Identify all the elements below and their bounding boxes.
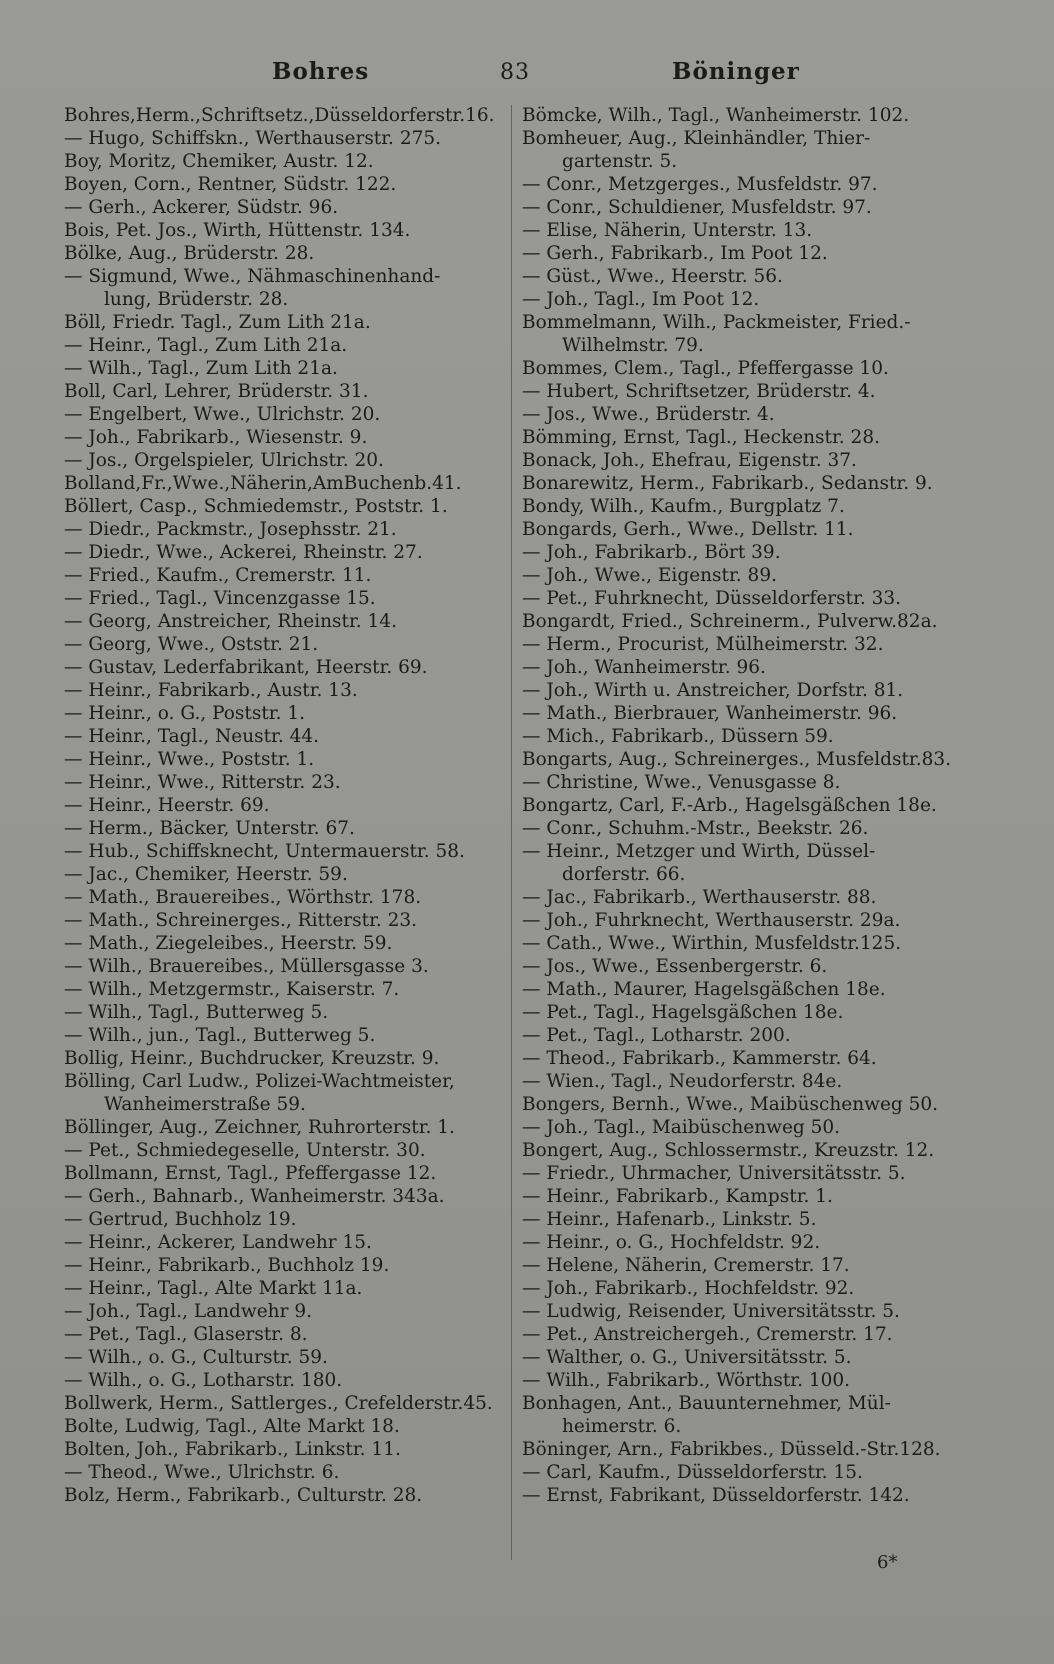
- directory-entry-line: — Wilh., o. G., Lotharstr. 180.: [64, 1370, 343, 1391]
- directory-entry-line: Bölke, Aug., Brüderstr. 28.: [64, 243, 315, 264]
- directory-entry-line: — Conr., Schuhm.-Mstr., Beekstr. 26.: [522, 818, 869, 839]
- left-column: [64, 104, 504, 1507]
- directory-entry-line: Bolten, Joh., Fabrikarb., Linkstr. 11.: [64, 1439, 401, 1460]
- directory-entry-line: — Diedr., Packmstr., Josephsstr. 21.: [64, 519, 397, 540]
- directory-entry-line: lung, Brüderstr. 28.: [104, 289, 289, 310]
- directory-entry-line: — Heinr., Tagl., Zum Lith 21a.: [64, 335, 348, 356]
- directory-entry-line: — Fried., Tagl., Vincenzgasse 15.: [64, 588, 376, 609]
- directory-entry-line: Bomheuer, Aug., Kleinhändler, Thier-: [522, 128, 871, 149]
- directory-entry-line: Bongarts, Aug., Schreinerges., Musfeldstr.83.: [522, 749, 952, 770]
- directory-entry-line: Bonack, Joh., Ehefrau, Eigenstr. 37.: [522, 450, 857, 471]
- directory-entry-line: — Herm., Procurist, Mülheimerstr. 32.: [522, 634, 884, 655]
- directory-entry-line: Bonarewitz, Herm., Fabrikarb., Sedanstr. 9.: [522, 473, 933, 494]
- directory-entry-line: — Hub., Schiffsknecht, Untermauerstr. 58.: [64, 841, 465, 862]
- directory-entry-line: Bongards, Gerh., Wwe., Dellstr. 11.: [522, 519, 854, 540]
- directory-entry-line: — Mich., Fabrikarb., Düssern 59.: [522, 726, 834, 747]
- directory-entry-line: — Carl, Kaufm., Düsseldorferstr. 15.: [522, 1462, 863, 1483]
- directory-entry-line: — Hubert, Schriftsetzer, Brüderstr. 4.: [522, 381, 876, 402]
- signature-mark: 6*: [877, 1552, 898, 1573]
- directory-entry-line: — Gerh., Ackerer, Südstr. 96.: [64, 197, 339, 218]
- directory-entry-line: — Math., Schreinerges., Ritterstr. 23.: [64, 910, 418, 931]
- directory-entry-line: Böninger, Arn., Fabrikbes., Düsseld.-Str.128.: [522, 1439, 941, 1460]
- directory-entry-line: Bollig, Heinr., Buchdrucker, Kreuzstr. 9.: [64, 1048, 440, 1069]
- directory-entry-line: — Pet., Schmiedegeselle, Unterstr. 30.: [64, 1140, 426, 1161]
- directory-entry-line: — Math., Brauereibes., Wörthstr. 178.: [64, 887, 422, 908]
- directory-entry-line: — Jos., Wwe., Brüderstr. 4.: [522, 404, 775, 425]
- directory-entry-line: — Georg, Anstreicher, Rheinstr. 14.: [64, 611, 397, 632]
- running-head-left: Bohres: [272, 58, 370, 85]
- directory-entry-line: — Wilh., Metzgermstr., Kaiserstr. 7.: [64, 979, 400, 1000]
- directory-entry-line: Bohres,Herm.,Schriftsetz.,Düsseldorferstr.16.: [64, 105, 495, 126]
- directory-entry-line: — Joh., Tagl., Maibüschenweg 50.: [522, 1117, 841, 1138]
- directory-entry-line: — Heinr., Tagl., Neustr. 44.: [64, 726, 320, 747]
- directory-entry-line: — Gustav, Lederfabrikant, Heerstr. 69.: [64, 657, 428, 678]
- directory-entry-line: Böllinger, Aug., Zeichner, Ruhrorterstr. 1.: [64, 1117, 455, 1138]
- directory-entry-line: — Heinr., Hafenarb., Linkstr. 5.: [522, 1209, 817, 1230]
- directory-entry-line: — Friedr., Uhrmacher, Universitätsstr. 5.: [522, 1163, 906, 1184]
- directory-entry-line: — Wilh., Fabrikarb., Wörthstr. 100.: [522, 1370, 851, 1391]
- directory-entry-line: — Pet., Anstreichergeh., Cremerstr. 17.: [522, 1324, 893, 1345]
- directory-entry-line: Bondy, Wilh., Kaufm., Burgplatz 7.: [522, 496, 845, 517]
- directory-entry-line: dorferstr. 66.: [562, 864, 686, 885]
- directory-entry-line: — Jos., Wwe., Essenbergerstr. 6.: [522, 956, 828, 977]
- directory-entry-line: Bongardt, Fried., Schreinerm., Pulverw.82a.: [522, 611, 938, 632]
- directory-entry-line: — Sigmund, Wwe., Nähmaschinenhand-: [64, 266, 441, 287]
- directory-entry-line: — Diedr., Wwe., Ackerei, Rheinstr. 27.: [64, 542, 423, 563]
- directory-entry-line: — Herm., Bäcker, Unterstr. 67.: [64, 818, 355, 839]
- directory-entry-line: — Pet., Tagl., Glaserstr. 8.: [64, 1324, 308, 1345]
- directory-entry-line: Bonhagen, Ant., Bauunternehmer, Mül-: [522, 1393, 891, 1414]
- directory-entry-line: — Walther, o. G., Universitätsstr. 5.: [522, 1347, 852, 1368]
- directory-entry-line: Bommes, Clem., Tagl., Pfeffergasse 10.: [522, 358, 889, 379]
- directory-entry-line: Böll, Friedr. Tagl., Zum Lith 21a.: [64, 312, 371, 333]
- directory-entry-line: Bolland,Fr.,Wwe.,Näherin,AmBuchenb.41.: [64, 473, 462, 494]
- directory-entry-line: — Heinr., Wwe., Poststr. 1.: [64, 749, 315, 770]
- directory-entry-line: — Jos., Orgelspieler, Ulrichstr. 20.: [64, 450, 384, 471]
- directory-entry-line: — Heinr., o. G., Poststr. 1.: [64, 703, 305, 724]
- directory-entry-line: — Wien., Tagl., Neudorferstr. 84e.: [522, 1071, 843, 1092]
- directory-entry-line: Bois, Pet. Jos., Wirth, Hüttenstr. 134.: [64, 220, 411, 241]
- directory-entry-line: gartenstr. 5.: [562, 151, 678, 172]
- directory-entry-line: — Engelbert, Wwe., Ulrichstr. 20.: [64, 404, 381, 425]
- directory-entry-line: — Pet., Fuhrknecht, Düsseldorferstr. 33.: [522, 588, 902, 609]
- directory-entry-line: — Joh., Fuhrknecht, Werthauserstr. 29a.: [522, 910, 901, 931]
- directory-entry-line: — Joh., Fabrikarb., Hochfeldstr. 92.: [522, 1278, 855, 1299]
- directory-entry-line: — Hugo, Schiffskn., Werthauserstr. 275.: [64, 128, 442, 149]
- directory-entry-line: — Georg, Wwe., Oststr. 21.: [64, 634, 319, 655]
- directory-entry-line: — Pet., Tagl., Hagelsgäßchen 18e.: [522, 1002, 844, 1023]
- directory-entry-line: — Joh., Fabrikarb., Wiesenstr. 9.: [64, 427, 368, 448]
- directory-entry-line: Böllert, Casp., Schmiedemstr., Poststr. 1.: [64, 496, 448, 517]
- directory-entry-line: — Gerh., Bahnarb., Wanheimerstr. 343a.: [64, 1186, 445, 1207]
- directory-entry-line: — Ludwig, Reisender, Universitätsstr. 5.: [522, 1301, 900, 1322]
- directory-entry-line: — Gertrud, Buchholz 19.: [64, 1209, 297, 1230]
- right-column: [522, 104, 992, 1507]
- directory-entry-line: — Joh., Wanheimerstr. 96.: [522, 657, 766, 678]
- directory-entry-line: — Güst., Wwe., Heerstr. 56.: [522, 266, 783, 287]
- directory-entry-line: — Theod., Wwe., Ulrichstr. 6.: [64, 1462, 340, 1483]
- directory-entry-line: — Math., Maurer, Hagelsgäßchen 18e.: [522, 979, 886, 1000]
- directory-entry-line: Bolz, Herm., Fabrikarb., Culturstr. 28.: [64, 1485, 423, 1506]
- directory-entry-line: — Conr., Metzgerges., Musfeldstr. 97.: [522, 174, 878, 195]
- directory-entry-line: — Joh., Fabrikarb., Bört 39.: [522, 542, 781, 563]
- directory-entry-line: — Conr., Schuldiener, Musfeldstr. 97.: [522, 197, 872, 218]
- column-divider: [511, 105, 512, 1560]
- directory-entry-line: Bollwerk, Herm., Sattlerges., Crefelderstr.45.: [64, 1393, 493, 1414]
- directory-entry-line: — Wilh., Tagl., Zum Lith 21a.: [64, 358, 338, 379]
- directory-entry-line: — Heinr., Heerstr. 69.: [64, 795, 270, 816]
- directory-entry-line: — Math., Bierbrauer, Wanheimerstr. 96.: [522, 703, 898, 724]
- directory-entry-line: — Jac., Fabrikarb., Werthauserstr. 88.: [522, 887, 877, 908]
- directory-entry-line: — Heinr., Metzger und Wirth, Düssel-: [522, 841, 876, 862]
- directory-entry-line: — Theod., Fabrikarb., Kammerstr. 64.: [522, 1048, 877, 1069]
- directory-entry-line: — Wilh., jun., Tagl., Butterweg 5.: [64, 1025, 376, 1046]
- running-head-right: Böninger: [672, 58, 800, 85]
- directory-entry-line: Bongers, Bernh., Wwe., Maibüschenweg 50.: [522, 1094, 939, 1115]
- directory-entry-line: Wilhelmstr. 79.: [562, 335, 704, 356]
- directory-entry-line: — Heinr., Ackerer, Landwehr 15.: [64, 1232, 372, 1253]
- directory-entry-line: — Joh., Wirth u. Anstreicher, Dorfstr. 81.: [522, 680, 904, 701]
- directory-entry-line: — Heinr., Fabrikarb., Austr. 13.: [64, 680, 358, 701]
- directory-entry-line: — Math., Ziegeleibes., Heerstr. 59.: [64, 933, 393, 954]
- directory-entry-line: — Jac., Chemiker, Heerstr. 59.: [64, 864, 348, 885]
- directory-entry-line: — Heinr., o. G., Hochfeldstr. 92.: [522, 1232, 821, 1253]
- directory-entry-line: — Joh., Wwe., Eigenstr. 89.: [522, 565, 777, 586]
- page-number: 83: [500, 60, 530, 85]
- directory-entry-line: — Heinr., Wwe., Ritterstr. 23.: [64, 772, 341, 793]
- directory-entry-line: Bommelmann, Wilh., Packmeister, Fried.-: [522, 312, 911, 333]
- directory-entry-line: — Cath., Wwe., Wirthin, Musfeldstr.125.: [522, 933, 902, 954]
- directory-entry-line: — Wilh., Tagl., Butterweg 5.: [64, 1002, 329, 1023]
- directory-entry-line: — Joh., Tagl., Landwehr 9.: [64, 1301, 312, 1322]
- directory-entry-line: Wanheimerstraße 59.: [104, 1094, 306, 1115]
- directory-entry-line: — Pet., Tagl., Lotharstr. 200.: [522, 1025, 791, 1046]
- directory-entry-line: — Heinr., Tagl., Alte Markt 11a.: [64, 1278, 363, 1299]
- directory-entry-line: Boyen, Corn., Rentner, Südstr. 122.: [64, 174, 397, 195]
- directory-entry-line: — Elise, Näherin, Unterstr. 13.: [522, 220, 813, 241]
- directory-entry-line: — Ernst, Fabrikant, Düsseldorferstr. 142.: [522, 1485, 910, 1506]
- directory-entry-line: Bömming, Ernst, Tagl., Heckenstr. 28.: [522, 427, 880, 448]
- directory-entry-line: — Christine, Wwe., Venusgasse 8.: [522, 772, 841, 793]
- directory-entry-line: Bolte, Ludwig, Tagl., Alte Markt 18.: [64, 1416, 400, 1437]
- directory-entry-line: Bongert, Aug., Schlossermstr., Kreuzstr. 12.: [522, 1140, 935, 1161]
- directory-entry-line: Bölling, Carl Ludw., Polizei-Wachtmeister,: [64, 1071, 455, 1092]
- directory-entry-line: — Heinr., Fabrikarb., Kampstr. 1.: [522, 1186, 833, 1207]
- directory-entry-line: Bollmann, Ernst, Tagl., Pfeffergasse 12.: [64, 1163, 437, 1184]
- directory-entry-line: — Gerh., Fabrikarb., Im Poot 12.: [522, 243, 828, 264]
- directory-entry-line: Bömcke, Wilh., Tagl., Wanheimerstr. 102.: [522, 105, 910, 126]
- directory-entry-line: heimerstr. 6.: [562, 1416, 682, 1437]
- directory-entry-line: — Joh., Tagl., Im Poot 12.: [522, 289, 760, 310]
- directory-entry-line: — Wilh., Brauereibes., Müllersgasse 3.: [64, 956, 429, 977]
- directory-entry-line: Boy, Moritz, Chemiker, Austr. 12.: [64, 151, 374, 172]
- directory-entry-line: Bongartz, Carl, F.-Arb., Hagelsgäßchen 18e.: [522, 795, 937, 816]
- directory-entry-line: — Wilh., o. G., Culturstr. 59.: [64, 1347, 328, 1368]
- directory-entry-line: — Fried., Kaufm., Cremerstr. 11.: [64, 565, 372, 586]
- directory-entry-line: — Heinr., Fabrikarb., Buchholz 19.: [64, 1255, 390, 1276]
- directory-entry-line: Boll, Carl, Lehrer, Brüderstr. 31.: [64, 381, 369, 402]
- directory-entry-line: — Helene, Näherin, Cremerstr. 17.: [522, 1255, 850, 1276]
